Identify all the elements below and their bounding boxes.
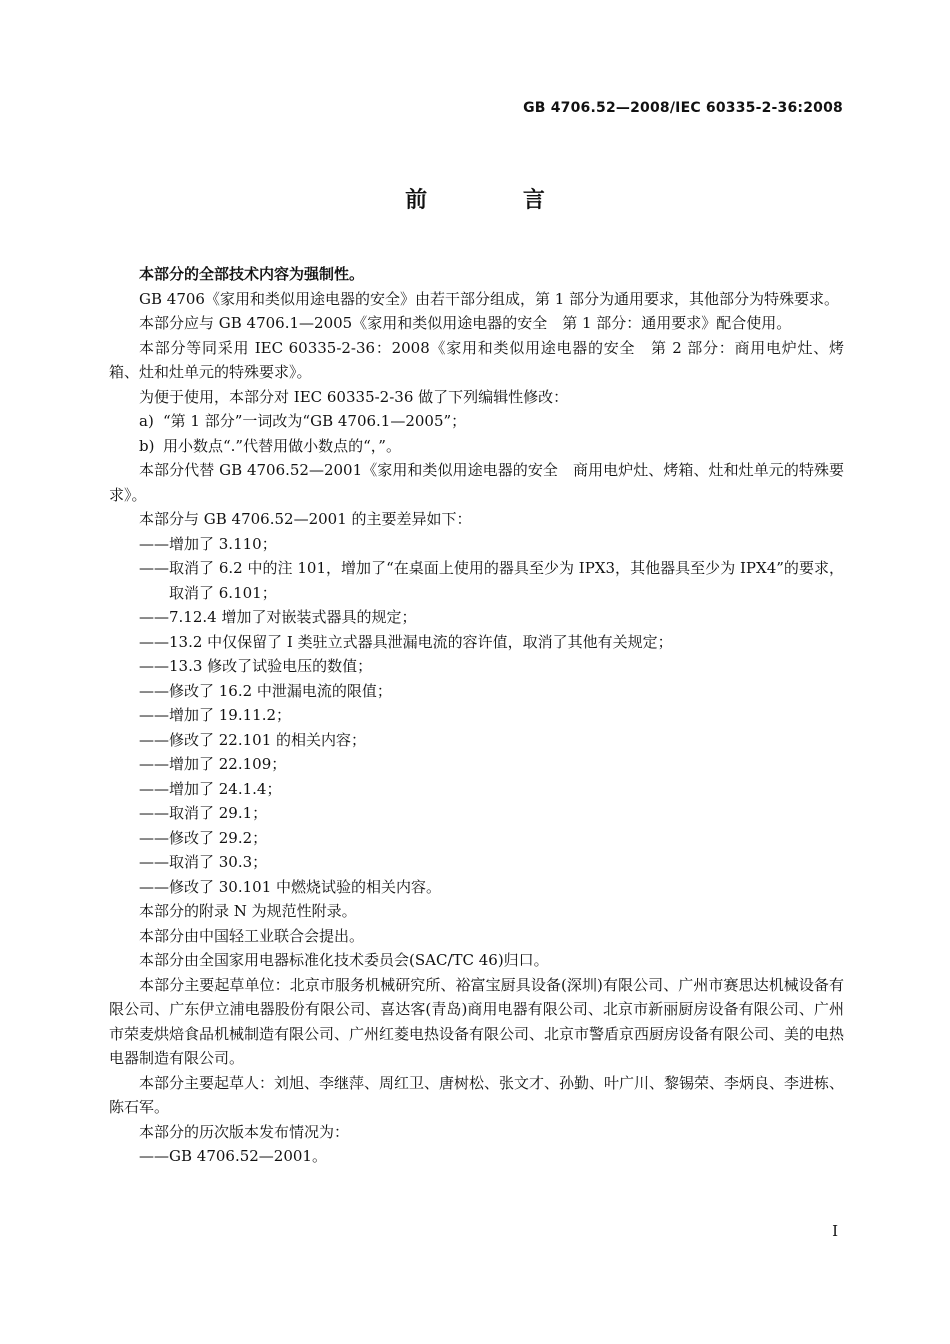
page-title: 前 言: [405, 188, 589, 213]
list-item-text: “第 1 部分”一词改为“GB 4706.1—2005”；: [163, 412, 467, 430]
dash-item: ——增加了 19.11.2；: [139, 706, 292, 724]
paragraph: 本部分代替 GB 4706.52—2001《家用和类似用途电器的安全 商用电炉灶、烤箱、灶和灶单元的特殊要求》。: [109, 461, 844, 504]
paragraph: 为便于使用，本部分对 IEC 60335-2-36 做了下列编辑性修改：: [139, 387, 569, 406]
dash-item: ——GB 4706.52—2001。: [139, 1147, 327, 1165]
foreword-body: [109, 262, 844, 1169]
list-item-text: 用小数点“.”代替用做小数点的“，”。: [163, 436, 401, 455]
dash-item: ——7.12.4 增加了对嵌装式器具的规定；: [139, 608, 417, 626]
paragraph-mandatory: 本部分的全部技术内容为强制性。: [139, 265, 365, 283]
dash-item: ——修改了 29.2；: [139, 828, 268, 847]
dash-item: ——修改了 30.101 中燃烧试验的相关内容。: [139, 877, 442, 896]
dash-item: ——13.3 修改了试验电压的数值；: [139, 657, 373, 675]
paragraph: 本部分与 GB 4706.52—2001 的主要差异如下：: [139, 510, 472, 528]
paragraph: 本部分应与 GB 4706.1—2005《家用和类似用途电器的安全 第 1 部分：通用要求》配合使用。: [139, 314, 792, 332]
list-item: [109, 434, 844, 459]
paragraph: 本部分由中国轻工业联合会提出。: [139, 926, 365, 945]
paragraph: 本部分由全国家用电器标准化技术委员会(SAC/TC 46)归口。: [139, 951, 549, 969]
paragraph: 本部分的附录 N 为规范性附录。: [139, 902, 357, 920]
dash-item: ——取消了 30.3；: [139, 853, 268, 871]
list-item-label: a): [139, 412, 154, 430]
paragraph: GB 4706《家用和类似用途电器的安全》由若干部分组成，第 1 部分为通用要求，其他部分为特殊要求。: [139, 289, 840, 308]
list-item: [109, 409, 844, 434]
list-item-label: b): [139, 436, 155, 455]
dash-item: ——增加了 3.110；: [139, 534, 277, 553]
paragraph: 本部分等同采用 IEC 60335-2-36：2008《家用和类似用途电器的安全 第 2 部分：商用电炉灶、烤箱、灶和灶单元的特殊要求》。: [109, 338, 844, 381]
dash-item: ——修改了 22.101 的相关内容；: [139, 730, 367, 749]
paragraph: 本部分的历次版本发布情况为：: [139, 1122, 350, 1141]
dash-item: ——取消了 6.2 中的注 101，增加了“在桌面上使用的器具至少为 IPX3，其他器具至少为 IPX4”的要求，取消了 6.101；: [139, 559, 844, 602]
standard-number-header: GB 4706.52—2008/IEC 60335-2-36:2008: [523, 100, 843, 116]
paragraph: 本部分主要起草人：刘旭、李继萍、周红卫、唐树松、张文才、孙勤、叶广川、黎锡荣、李炳良、李进栋、陈石军。: [109, 1073, 845, 1116]
page-number: I: [832, 1222, 838, 1240]
paragraph: 本部分主要起草单位：北京市服务机械研究所、裕富宝厨具设备(深圳)有限公司、广州市赛思达机械设备有限公司、广东伊立浦电器股份有限公司、喜达客(青岛)商用电器有限公司、北京市新丽厨房设备有限公司、广州市荣麦烘焙食品机械制造有限公司、广州红菱电热设备有限公司、北京市警盾京西厨房设备有限公司、美的电热电器制造有限公司。: [109, 975, 845, 1067]
dash-item: ——增加了 22.109；: [139, 755, 287, 773]
dash-item: ——修改了 16.2 中泄漏电流的限值；: [139, 681, 392, 700]
dash-item: ——13.2 中仅保留了 I 类驻立式器具泄漏电流的容许值，取消了其他有关规定；: [139, 632, 673, 651]
dash-item: ——增加了 24.1.4；: [139, 779, 282, 798]
dash-item: ——取消了 29.1；: [139, 804, 268, 822]
